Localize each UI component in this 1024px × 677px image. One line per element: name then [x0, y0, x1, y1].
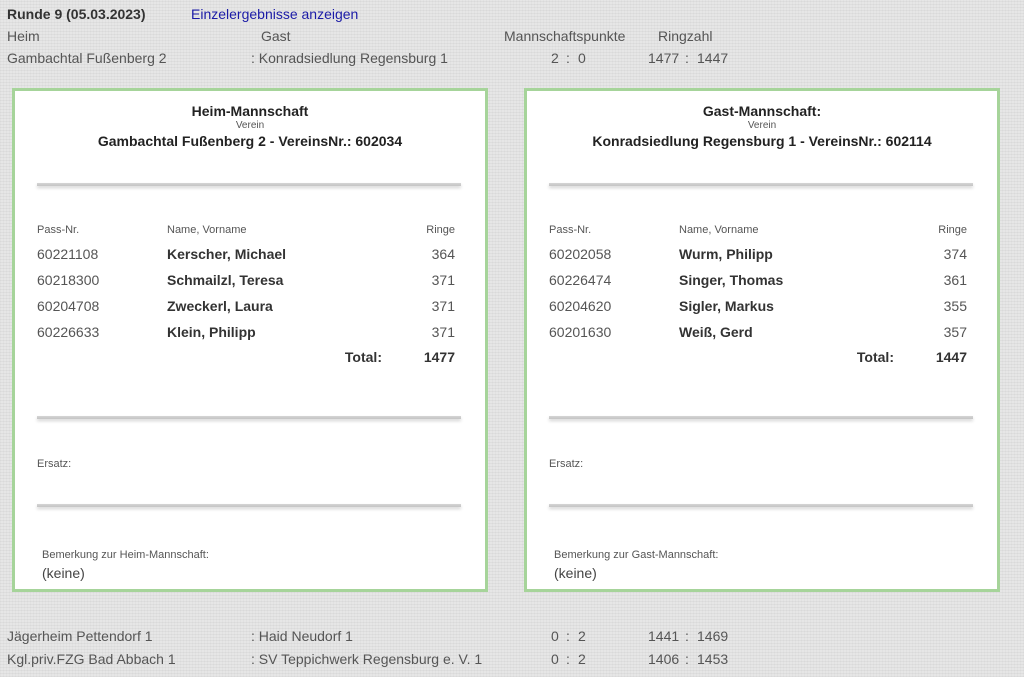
- match-points-separator: :: [566, 651, 570, 667]
- match-points-guest: 2: [578, 628, 586, 644]
- guest-team-panel: [524, 88, 1000, 592]
- match-guest-team: : Haid Neudorf 1: [251, 628, 353, 644]
- guest-col-rings: Ringe: [938, 224, 967, 236]
- match-points-home: 0: [551, 651, 559, 667]
- guest-team-heading: Gast-Mannschaft:: [702, 103, 822, 119]
- player-row: [15, 324, 485, 344]
- round-title: Runde 9 (05.03.2023): [7, 6, 146, 22]
- guest-col-name: Name, Vorname: [679, 224, 759, 236]
- player-row: [15, 272, 485, 292]
- player-name: Sigler, Markus: [679, 298, 774, 314]
- player-pass: 60204620: [549, 298, 612, 314]
- home-col-name: Name, Vorname: [167, 224, 247, 236]
- match-guest-team: : SV Teppichwerk Regensburg e. V. 1: [251, 651, 483, 667]
- player-row: [527, 272, 997, 292]
- player-name: Schmailzl, Teresa: [167, 272, 284, 288]
- guest-club-line: Konradsiedlung Regensburg 1 - VereinsNr.: 602114: [592, 133, 932, 149]
- guest-substitute-label: Ersatz:: [549, 458, 584, 470]
- player-row: [527, 246, 997, 266]
- player-name: Zweckerl, Laura: [167, 298, 273, 314]
- divider: [37, 183, 461, 186]
- column-header-guest: Gast: [261, 28, 291, 44]
- home-team-panel: [12, 88, 488, 592]
- match-home-team: Kgl.priv.FZG Bad Abbach 1: [7, 651, 176, 667]
- match-points-separator: :: [566, 50, 570, 66]
- home-club-line: Gambachtal Fußenberg 2 - VereinsNr.: 602034: [97, 133, 403, 149]
- match-rings-home: 1477: [648, 50, 680, 66]
- player-rings: 371: [431, 324, 455, 340]
- home-remark-value: (keine): [42, 565, 85, 581]
- match-home-team: Jägerheim Pettendorf 1: [7, 628, 153, 644]
- match-points-home: 2: [551, 50, 559, 66]
- divider: [37, 416, 461, 419]
- match-rings-home: 1406: [648, 651, 680, 667]
- player-row: [15, 246, 485, 266]
- guest-total-value: 1447: [935, 349, 967, 365]
- home-col-rings: Ringe: [426, 224, 455, 236]
- home-total-value: 1477: [423, 349, 455, 365]
- player-name: Weiß, Gerd: [679, 324, 753, 340]
- match-rings-guest: 1469: [697, 628, 729, 644]
- player-pass: 60221108: [37, 246, 99, 262]
- player-rings: 355: [943, 298, 967, 314]
- divider: [549, 504, 973, 507]
- player-pass: 60202058: [549, 246, 612, 262]
- match-points-home: 0: [551, 628, 559, 644]
- player-name: Kerscher, Michael: [167, 246, 287, 262]
- guest-verein-label: Verein: [747, 120, 777, 131]
- player-pass: 60226474: [549, 272, 612, 288]
- match-rings-guest: 1453: [697, 651, 729, 667]
- guest-remark-value: (keine): [554, 565, 597, 581]
- player-row: [15, 298, 485, 318]
- player-rings: 374: [943, 246, 967, 262]
- player-pass: 60226633: [37, 324, 100, 340]
- divider: [549, 183, 973, 186]
- column-header-team-points: Mannschaftspunkte: [504, 28, 626, 44]
- divider: [37, 504, 461, 507]
- match-rings-separator: :: [685, 50, 689, 66]
- home-verein-label: Verein: [235, 120, 265, 131]
- player-rings: 364: [431, 246, 455, 262]
- home-total-label: Total:: [344, 349, 382, 365]
- player-row: [527, 324, 997, 344]
- player-name: Singer, Thomas: [679, 272, 784, 288]
- show-individual-results-link[interactable]: Einzelergebnisse anzeigen: [191, 6, 359, 22]
- player-row: [527, 298, 997, 318]
- match-points-guest: 0: [578, 50, 586, 66]
- match-guest-team: : Konradsiedlung Regensburg 1: [251, 50, 448, 66]
- home-col-pass: Pass-Nr.: [37, 224, 80, 236]
- home-remark-label: Bemerkung zur Heim-Mannschaft:: [42, 549, 209, 561]
- match-rings-separator: :: [685, 628, 689, 644]
- player-pass: 60201630: [549, 324, 612, 340]
- player-name: Wurm, Philipp: [679, 246, 773, 262]
- column-header-home: Heim: [7, 28, 40, 44]
- player-rings: 361: [943, 272, 967, 288]
- match-rings-separator: :: [685, 651, 689, 667]
- match-home-team: Gambachtal Fußenberg 2: [7, 50, 167, 66]
- player-rings: 371: [431, 272, 455, 288]
- player-pass: 60204708: [37, 298, 100, 314]
- match-rings-home: 1441: [648, 628, 680, 644]
- guest-col-pass: Pass-Nr.: [549, 224, 592, 236]
- home-team-heading: Heim-Mannschaft: [191, 103, 309, 119]
- player-pass: 60218300: [37, 272, 100, 288]
- match-points-guest: 2: [578, 651, 586, 667]
- guest-remark-label: Bemerkung zur Gast-Mannschaft:: [554, 549, 719, 561]
- guest-total-label: Total:: [856, 349, 894, 365]
- divider: [549, 416, 973, 419]
- player-rings: 371: [431, 298, 455, 314]
- player-rings: 357: [943, 324, 967, 340]
- match-rings-guest: 1447: [697, 50, 729, 66]
- player-name: Klein, Philipp: [167, 324, 256, 340]
- match-points-separator: :: [566, 628, 570, 644]
- home-substitute-label: Ersatz:: [37, 458, 72, 470]
- column-header-rings: Ringzahl: [658, 28, 713, 44]
